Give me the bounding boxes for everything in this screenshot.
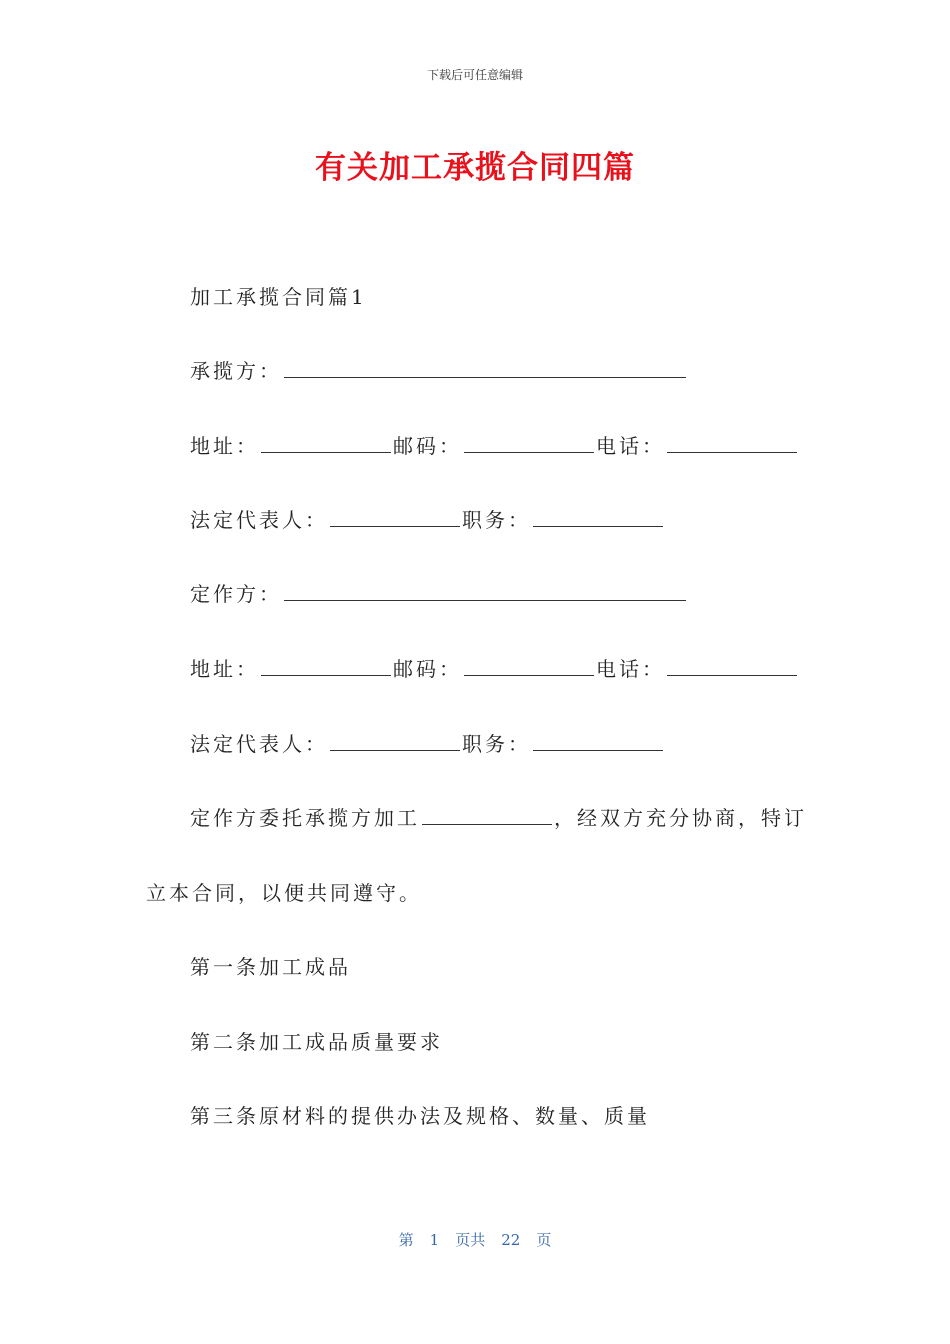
position-label: 职务：: [462, 732, 531, 756]
phone-label: 电话：: [596, 434, 665, 458]
footer-middle: 页共: [455, 1231, 486, 1249]
intro-paragraph: [190, 804, 807, 832]
article-1: 第一条加工成品: [190, 955, 351, 979]
postcode-blank: [464, 655, 594, 676]
position-blank: [533, 506, 663, 527]
page-footer: [0, 1229, 950, 1250]
address-blank: [261, 655, 391, 676]
rep-label: 法定代表人：: [190, 508, 328, 532]
section-title: 加工承揽合同篇1: [190, 285, 367, 309]
document-title: 有关加工承揽合同四篇: [315, 150, 635, 186]
footer-prefix: 第: [398, 1231, 414, 1249]
intro-paragraph-continued: 立本合同，以便共同遵守。: [146, 881, 422, 905]
phone-blank: [667, 432, 797, 453]
client-address-line: [190, 655, 799, 683]
postcode-label: 邮码：: [393, 434, 462, 458]
footer-total-pages: 22: [501, 1231, 521, 1249]
intro-text-b: ，经双方充分协商，特订: [554, 806, 807, 830]
client-line: [190, 580, 688, 608]
phone-label: 电话：: [596, 657, 665, 681]
article-2: 第二条加工成品质量要求: [190, 1030, 443, 1054]
phone-blank: [667, 655, 797, 676]
page-header: 下载后可任意编辑: [426, 68, 523, 82]
address-label: 地址：: [190, 657, 259, 681]
client-rep-line: [190, 730, 665, 758]
rep-blank: [330, 506, 460, 527]
intro-text-a: 定作方委托承揽方加工: [190, 806, 420, 830]
client-label: 定作方：: [190, 582, 282, 606]
contractor-address-line: [190, 432, 799, 460]
contractor-rep-line: [190, 506, 665, 534]
position-blank: [533, 730, 663, 751]
client-blank: [284, 580, 686, 601]
postcode-label: 邮码：: [393, 657, 462, 681]
contractor-blank: [284, 357, 686, 378]
postcode-blank: [464, 432, 594, 453]
footer-page-number: 1: [429, 1231, 440, 1249]
rep-blank: [330, 730, 460, 751]
contractor-label: 承揽方：: [190, 359, 282, 383]
position-label: 职务：: [462, 508, 531, 532]
address-label: 地址：: [190, 434, 259, 458]
footer-suffix: 页: [536, 1231, 552, 1249]
rep-label: 法定代表人：: [190, 732, 328, 756]
address-blank: [261, 432, 391, 453]
contractor-line: [190, 357, 688, 385]
article-3: 第三条原材料的提供办法及规格、数量、质量: [190, 1104, 650, 1128]
product-blank: [422, 804, 552, 825]
